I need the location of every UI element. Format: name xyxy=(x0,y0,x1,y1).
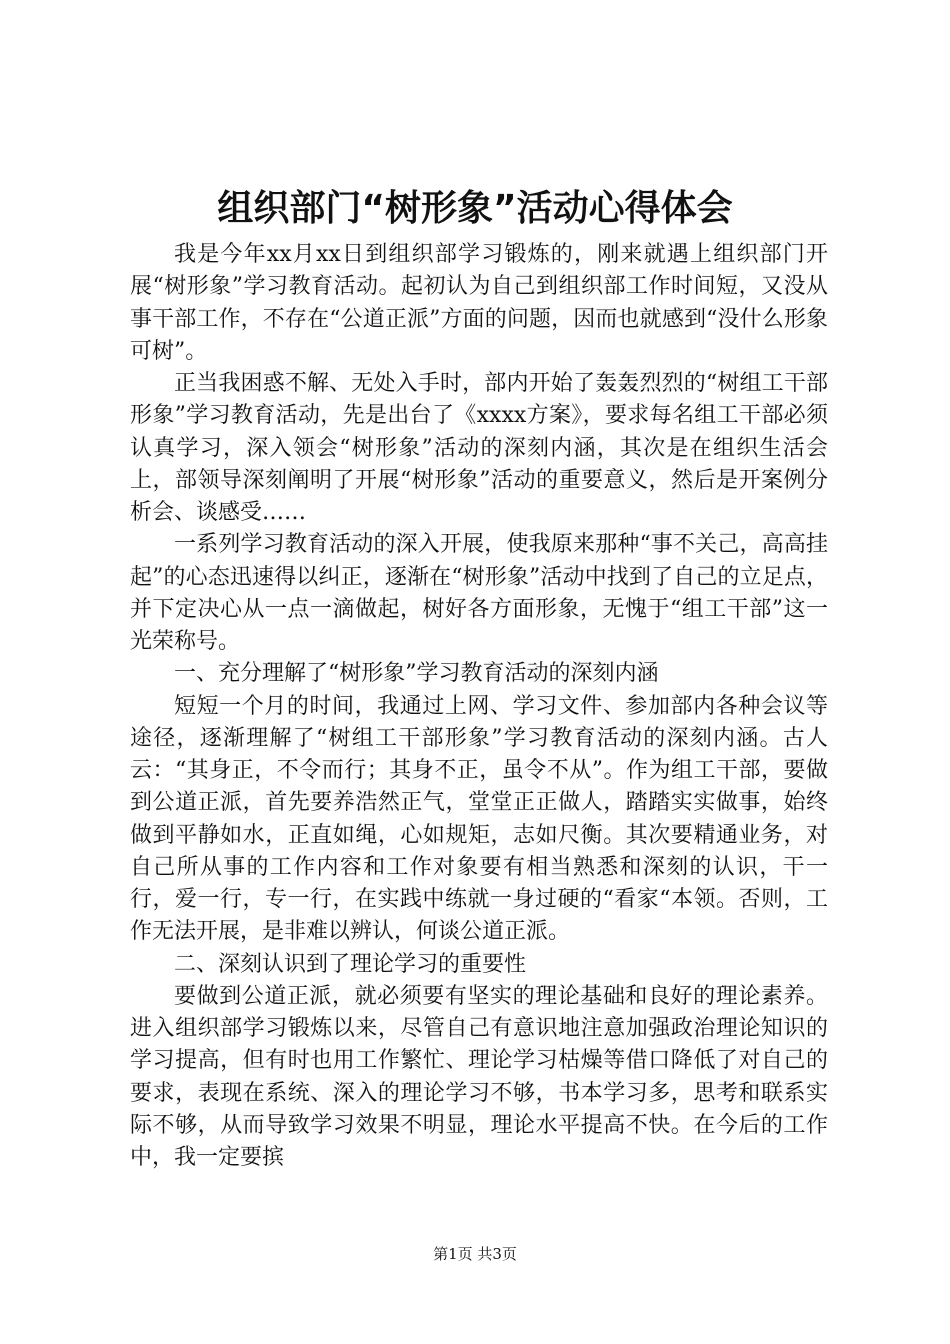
document-title: 组织部门“树形象”活动心得体会 xyxy=(217,188,733,229)
paragraph-4: 短短一个月的时间，我通过上网、学习文件、参加部内各种会议等途径，逐渐理解了“树组工干部形象”学习教育活动的深刻内涵。古人云：“其身正，不令而行；其身不正，虽令不从”。作为组工干部，要做到公道正派，首先要养浩然正气，堂堂正正做人，踏踏实实做事，始终做到平静如水，正直如绳，心如规矩，志如尺衡。其次要精通业务，对自己所从事的工作内容和工作对象要有相当熟悉和深刻的认识，干一行，爱一行，专一行，在实践中练就一身过硬的“看家“本领。否则，工作无法开展，是非难以辨认，何谈公道正派。 xyxy=(130,693,828,945)
paragraph-3: 一系列学习教育活动的深入开展，使我原来那种“事不关己，高高挂起”的心态迅速得以纠正，逐渐在“树形象”活动中找到了自己的立足点，并下定决心从一点一滴做起，树好各方面形象，无愧于“组工干部”这一光荣称号。 xyxy=(130,532,828,654)
document-body xyxy=(130,239,828,1174)
paragraph-2: 正当我困惑不解、无处入手时，部内开始了轰轰烈烈的“树组工干部形象”学习教育活动，先是出台了《xxxx方案》，要求每名组工干部必须认真学习，深入领会“树形象”活动的深刻内涵，其次是在组织生活会上，部领导深刻阐明了开展“树形象”活动的重要意义，然后是开案例分析会、谈感受…… xyxy=(130,371,828,525)
section-heading-1: 一、充分理解了“树形象”学习教育活动的深刻内涵 xyxy=(174,661,659,687)
section-heading-2: 二、深刻认识到了理论学习的重要性 xyxy=(174,951,527,977)
paragraph-5: 要做到公道正派，就必须要有坚实的理论基础和良好的理论素养。进入组织部学习锻炼以来，尽管自己有意识地注意加强政治理论知识的学习提高，但有时也用工作繁忙、理论学习枯燥等借口降低了对自己的要求，表现在系统、深入的理论学习不够，书本学习多，思考和联系实际不够，从而导致学习效果不明显，理论水平提高不快。在今后的工作中，我一定要摈 xyxy=(130,983,828,1170)
paragraph-1: 我是今年xx月xx日到组织部学习锻炼的，刚来就遇上组织部门开展“树形象”学习教育活动。起初认为自己到组织部工作时间短，又没从事干部工作，不存在“公道正派”方面的问题，因而也就感到“没什么形象可树”。 xyxy=(130,242,828,364)
page-footer: 第1页 共3页 xyxy=(433,1245,517,1263)
